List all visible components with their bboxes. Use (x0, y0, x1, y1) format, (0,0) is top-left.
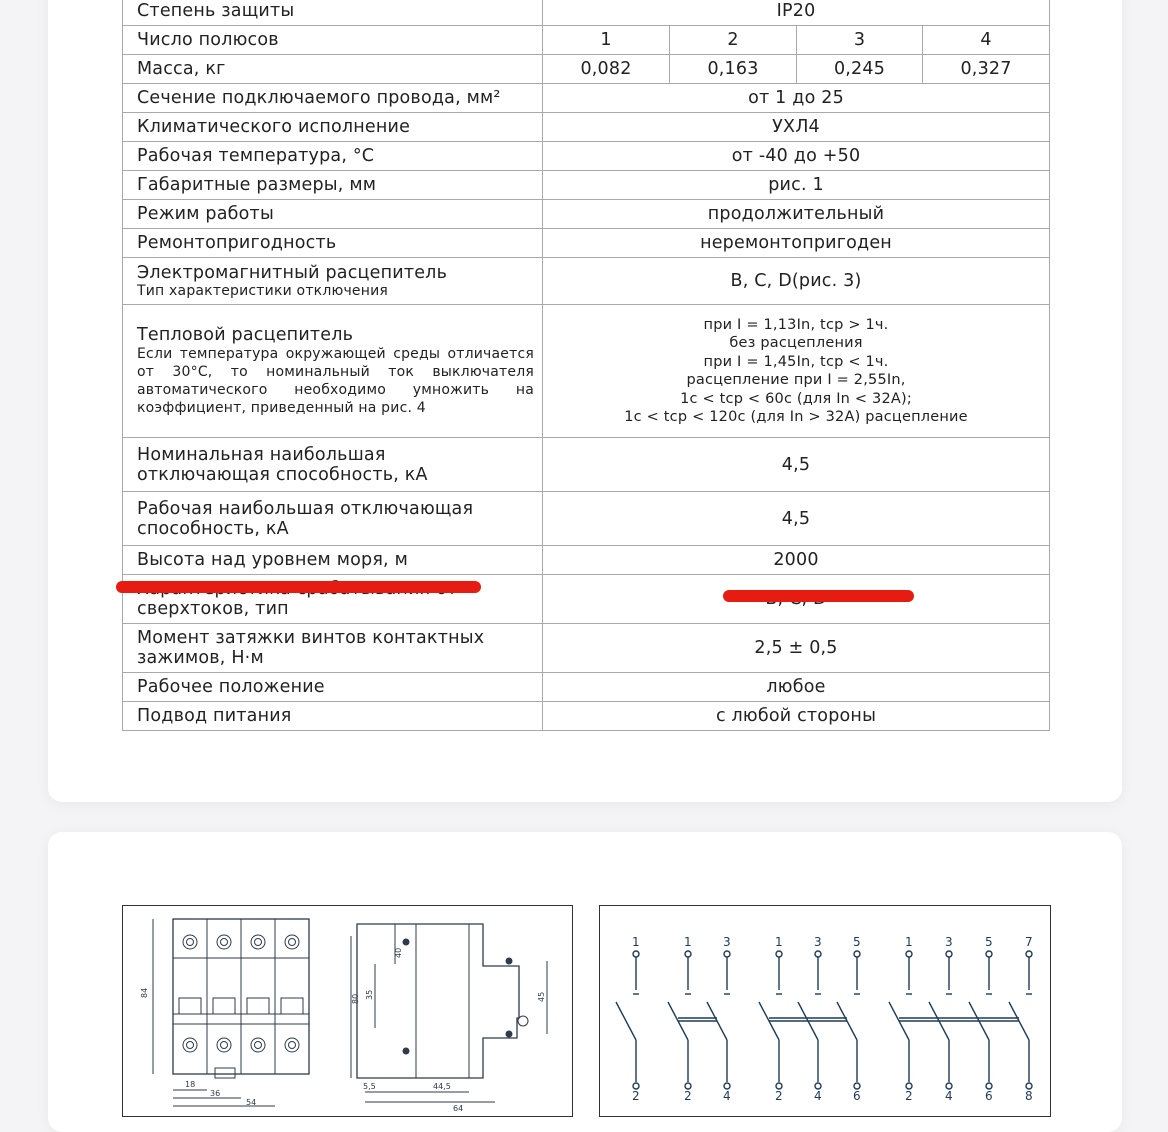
table-row (123, 171, 1050, 200)
row-label: Сечение подключаемого провода, мм² (123, 84, 543, 113)
thermal-line: без расцепления (729, 335, 863, 351)
terminal-number: 5 (853, 935, 861, 949)
dimensions-figure (122, 905, 573, 1117)
thermal-line: при I = 1,45In, tср < 1ч. (703, 353, 889, 370)
terminal-number: 1 (775, 935, 783, 949)
dim-label: 45 (537, 991, 546, 1002)
row-value: 0,245 (797, 55, 923, 84)
row-label: Рабочая температура, °С (123, 142, 543, 171)
row-label: Масса, кг (123, 55, 543, 84)
row-value: продолжительный (543, 200, 1050, 229)
table-row (123, 26, 1050, 55)
table-row (123, 438, 1050, 492)
thermal-line: расцепление при I = 2,55In, (686, 372, 906, 388)
pole-contact (946, 951, 952, 957)
row-value: от 1 до 25 (543, 84, 1050, 113)
pole-contact (854, 951, 860, 957)
row-label-main: Тепловой расцепитель (137, 325, 354, 345)
dim-label: 5,5 (363, 1082, 376, 1091)
row-value: 2 (670, 26, 797, 55)
row-value: IP20 (543, 0, 1050, 26)
redaction-stroke-label (116, 581, 481, 593)
dim-label: 36 (210, 1089, 221, 1098)
terminal-number: 3 (723, 935, 731, 949)
spec-table (122, 0, 1050, 731)
row-value (543, 305, 1050, 438)
terminal-number: 2 (684, 1089, 692, 1103)
table-row (123, 624, 1050, 673)
thermal-line: 1с < tср < 60с (для In < 32A); (680, 390, 912, 407)
table-row (123, 546, 1050, 575)
table-row (123, 0, 1050, 26)
row-label: Режим работы (123, 200, 543, 229)
table-row (123, 84, 1050, 113)
row-label: Климатического исполнение (123, 113, 543, 142)
terminal-number: 4 (814, 1089, 822, 1103)
row-value: 0,327 (923, 55, 1050, 84)
pole-line (616, 1002, 636, 1040)
row-value: 3 (797, 26, 923, 55)
row-value: с любой стороны (543, 702, 1050, 731)
terminal-number: 8 (1025, 1089, 1033, 1103)
row-label-main: Электромагнитный расцепитель (137, 263, 448, 283)
row-value: 0,163 (670, 55, 797, 84)
dimensions-drawing (123, 906, 572, 1116)
schematics-figure (599, 905, 1051, 1117)
pole-contact (776, 951, 782, 957)
row-value: УХЛ4 (543, 113, 1050, 142)
row-label: Момент затяжки винтов контактных зажимов, Н·м (123, 624, 543, 673)
terminal-number: 4 (945, 1089, 953, 1103)
terminal-number: 6 (985, 1089, 993, 1103)
schematics-drawing (600, 906, 1050, 1116)
dim-label: 35 (365, 989, 374, 1000)
row-label (123, 258, 543, 305)
dim-label: 80 (351, 993, 360, 1004)
row-label: Число полюсов (123, 26, 543, 55)
pole-schematic (616, 951, 1032, 1089)
dim-label: 64 (453, 1104, 464, 1113)
pole-contact (815, 951, 821, 957)
terminal-number: 1 (684, 935, 692, 949)
table-row (123, 200, 1050, 229)
thermal-line: при I = 1,13In, tср > 1ч. (703, 316, 889, 333)
pole-contact (906, 951, 912, 957)
row-value: 2000 (543, 546, 1050, 575)
table-row (123, 142, 1050, 171)
pole-contact (633, 951, 639, 957)
row-label: Габаритные размеры, мм (123, 171, 543, 200)
table-row (123, 702, 1050, 731)
dim-label: 84 (140, 987, 149, 998)
row-value: неремонтопригоден (543, 229, 1050, 258)
pole-contact (986, 951, 992, 957)
table-row (123, 55, 1050, 84)
pole-contact (724, 951, 730, 957)
row-value: 4 (923, 26, 1050, 55)
terminal-number: 4 (723, 1089, 731, 1103)
row-note: Если температура окружающей среды отличается от 30°С, то номинальный ток выключателя автоматического необходимо умножить на коэффициент, приведенный на рис. 4 (137, 346, 534, 416)
terminal-number: 3 (945, 935, 953, 949)
dim-label: 44,5 (433, 1082, 451, 1091)
redaction-stroke-value (723, 590, 914, 602)
thermal-line: 1с < tср < 120с (для In > 32A) расцепление (624, 409, 968, 425)
table-row (123, 492, 1050, 546)
row-label (123, 305, 543, 438)
table-row (123, 305, 1050, 438)
row-value: 1 (543, 26, 670, 55)
row-value: 4,5 (543, 438, 1050, 492)
terminal-number: 3 (814, 935, 822, 949)
thermal-conditions (557, 316, 1035, 427)
row-label: Рабочая наибольшая отключающая способность, кА (123, 492, 543, 546)
table-row (123, 673, 1050, 702)
terminal-number: 1 (632, 935, 640, 949)
terminal-number: 2 (905, 1089, 913, 1103)
pole-contact (685, 951, 691, 957)
terminal-number: 2 (775, 1089, 783, 1103)
terminal-number: 5 (985, 935, 993, 949)
row-label: Рабочее положение (123, 673, 543, 702)
row-label: Степень защиты (123, 0, 543, 26)
row-label: сверхтоков, тип (123, 575, 543, 624)
terminal-number: 2 (632, 1089, 640, 1103)
row-value: 2,5 ± 0,5 (543, 624, 1050, 673)
terminal-number: 1 (905, 935, 913, 949)
terminal-number: 6 (853, 1089, 861, 1103)
row-label: Номинальная наибольшая отключающая способность, кА (123, 438, 543, 492)
table-row (123, 113, 1050, 142)
row-sublabel: Тип характеристики отключения (137, 283, 389, 299)
row-value: 0,082 (543, 55, 670, 84)
terminal-number: 7 (1025, 935, 1033, 949)
row-label: Подвод питания (123, 702, 543, 731)
pole-contact (1026, 951, 1032, 957)
row-label: Высота над уровнем моря, м (123, 546, 543, 575)
row-value: рис. 1 (543, 171, 1050, 200)
row-value: 4,5 (543, 492, 1050, 546)
dim-label: 18 (185, 1080, 196, 1089)
table-row (123, 229, 1050, 258)
row-label: Ремонтопригодность (123, 229, 543, 258)
dim-label: 40 (394, 947, 403, 958)
table-row (123, 258, 1050, 305)
row-value: от -40 до +50 (543, 142, 1050, 171)
row-value: любое (543, 673, 1050, 702)
row-value: B, C, D(рис. 3) (543, 258, 1050, 305)
dim-label: 54 (246, 1098, 257, 1107)
